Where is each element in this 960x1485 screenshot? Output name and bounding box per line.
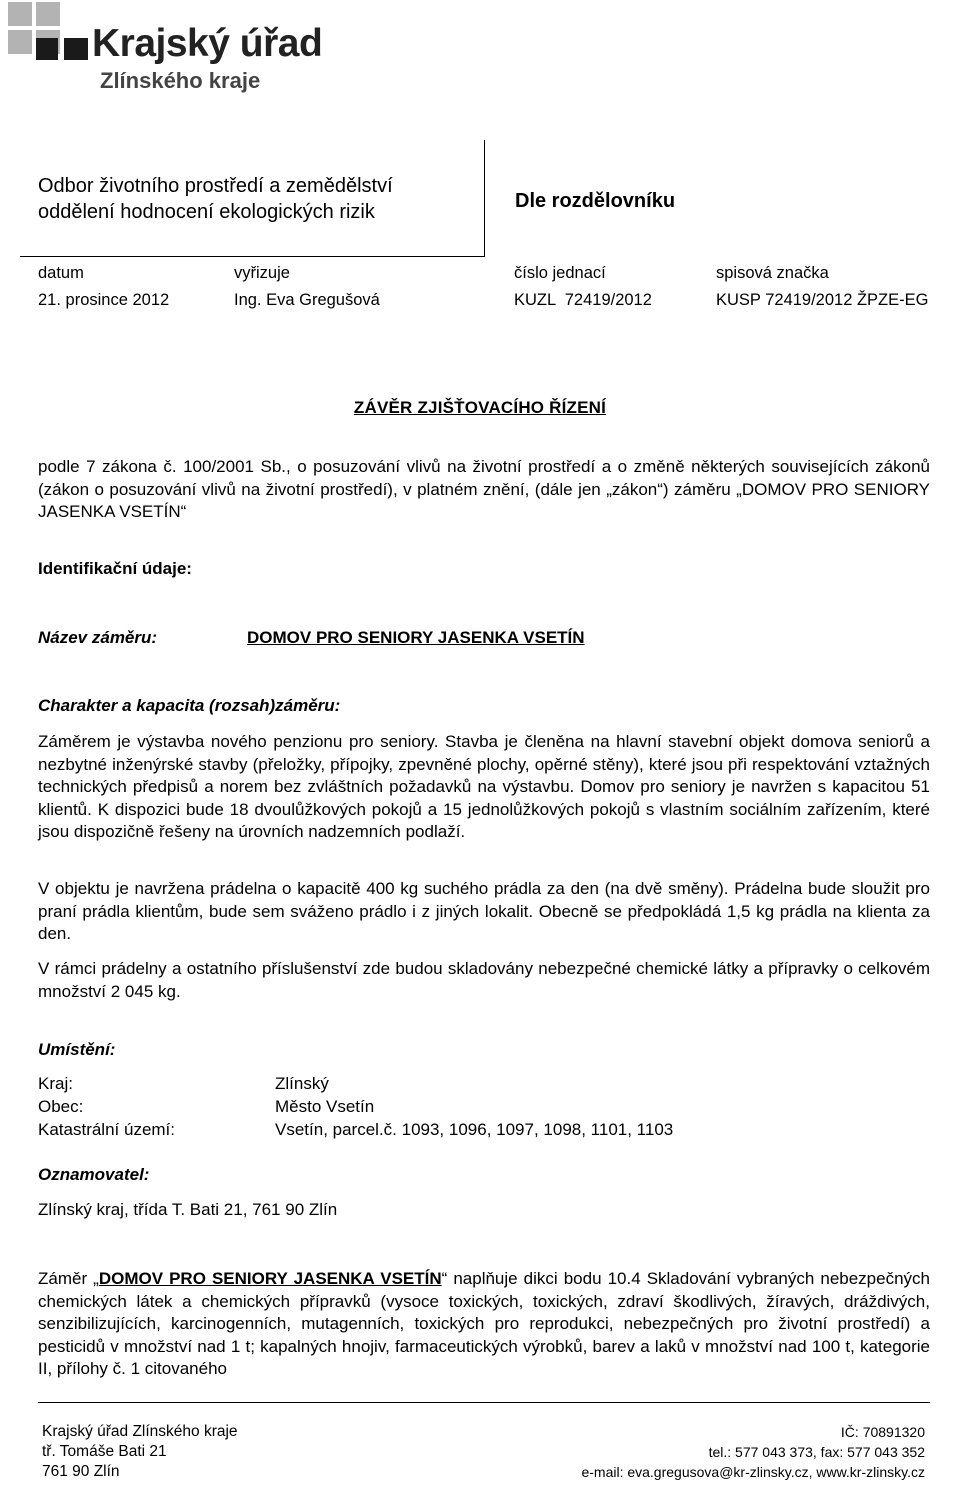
location-value-municipality: Město Vsetín [275,1097,375,1116]
logo-square-light-4 [8,30,32,54]
footer-phone-fax: tel.: 577 043 373, fax: 577 043 352 [708,1444,925,1460]
logo-square-dark-2 [64,38,88,60]
character-heading: Charakter a kapacita (rozsah)záměru: [38,696,341,715]
header-divider-vertical [484,140,485,257]
meta-label-date: datum [38,264,84,282]
logo-subtitle: Zlínského kraje [100,68,261,93]
header-divider-horizontal [20,256,485,257]
character-paragraph-3: V rámci prádelny a ostatního příslušenství zde budou skladovány nebezpečné chemické látky a přípravky o celkovém množství 2 045 kg. [38,959,930,1001]
character-paragraph-2: V objektu je navržena prádelna o kapacitě 400 kg suchého prádla za den (na dvě směny). Prádelna bude sloužit pro praní prádla klientům, bude sem sváženo prádlo i z jiných lokalit. Obecně se předpokládá 1,5 kg prádla na klienta za den. [38,879,930,943]
intro-paragraph: podle 7 zákona č. 100/2001 Sb., o posuzování vlivů na životní prostředí a o změně některých souvisejících zákonů (zákon o posuzování vlivů na životní prostředí), v platném znění, (dále jen „zákon“) záměru „DOMOV PRO SENIORY JASENKA VSETÍN“ [38,457,930,521]
recipient: Dle rozdělovníku [515,190,676,212]
department-section: oddělení hodnocení ekologických rizik [38,201,375,223]
logo-square-dark-1 [36,38,58,60]
conclusion-paragraph [38,1268,930,1381]
footer-office: Krajský úřad Zlínského kraje [42,1423,238,1440]
conclusion-text: “ naplňuje dikci bodu 10.4 Skladování vybraných nebezpečných chemických látek a chemických přípravků (vysoce toxických, toxických, zdraví škodlivých, žíravých, dráždivých, senzibilizujících, karcinogenních, mutagenních, toxických pro reprodukci, nebezpečných pro životní prostředí) a pesticidů v množství nad 1 t; kapalných hnojiv, farmaceutických výrobků, barev a laků v množství nad 100 t, kategorie II, přílohy č. 1 citovaného [38,1269,931,1378]
location-label-cadastre: Katastrální území: [38,1120,176,1139]
meta-value-handler: Ing. Eva Gregušová [234,291,380,309]
footer-email-web: e-mail: eva.gregusova@kr-zlinsky.cz, www.kr-zlinsky.cz [581,1464,925,1480]
conclusion-project-name: DOMOV PRO SENIORY JASENKA VSETÍN [98,1269,442,1288]
location-heading: Umístění: [38,1040,116,1059]
location-value-cadastre: Vsetín, parcel.č. 1093, 1096, 1097, 1098, 1101, 1103 [275,1120,674,1139]
meta-value-ref-no: KUZL 72419/2012 [514,291,652,309]
footer-divider [38,1402,930,1403]
logo-square-light-2 [36,2,60,26]
conclusion-prefix: Záměr „ [38,1269,99,1288]
meta-label-handler: vyřizuje [234,264,290,282]
notifier-heading: Oznamovatel: [38,1165,150,1184]
location-label-municipality: Obec: [38,1097,84,1116]
notifier-value: Zlínský kraj, třída T. Bati 21, 761 90 Zlín [38,1200,338,1219]
footer-street: tř. Tomáše Bati 21 [42,1443,167,1460]
meta-value-date: 21. prosince 2012 [38,291,170,309]
footer-city: 761 90 Zlín [42,1463,120,1480]
department-name: Odbor životního prostředí a zemědělství [38,175,393,197]
logo-square-light-1 [8,2,32,26]
meta-label-file-mark: spisová značka [716,264,829,282]
document-title: ZÁVĚR ZJIŠŤOVACÍHO ŘÍZENÍ [353,398,607,417]
project-name-label: Název záměru: [38,628,158,647]
meta-value-file-mark: KUSP 72419/2012 ŽPZE-EG [716,291,929,309]
identification-heading: Identifikační údaje: [38,559,192,578]
project-name-value: DOMOV PRO SENIORY JASENKA VSETÍN [247,628,585,647]
character-paragraph-1: Záměrem je výstavba nového penzionu pro seniory. Stavba je členěna na hlavní stavební objekt domova seniorů a nezbytné inženýrské stavby (přeložky, přípojky, zpevněné plochy, opěrné stěny), které jsou při respektování vztažných technických předpisů a norem bez zvláštních požadavků na výstavbu. Domov pro seniory je navržen s kapacitou 51 klientů. K dispozici bude 18 dvoulůžkových pokojů a 15 jednolůžkových pokojů s vlastním sociálním zařízením, které jsou dispozičně řešeny na úrovních nadzemních podlaží. [38,732,930,841]
footer-ico: IČ: 70891320 [840,1424,925,1440]
meta-label-ref-no: číslo jednací [514,264,606,282]
location-value-region: Zlínský [275,1074,329,1093]
location-label-region: Kraj: [38,1074,73,1093]
logo-title: Krajský úřad [92,22,323,65]
